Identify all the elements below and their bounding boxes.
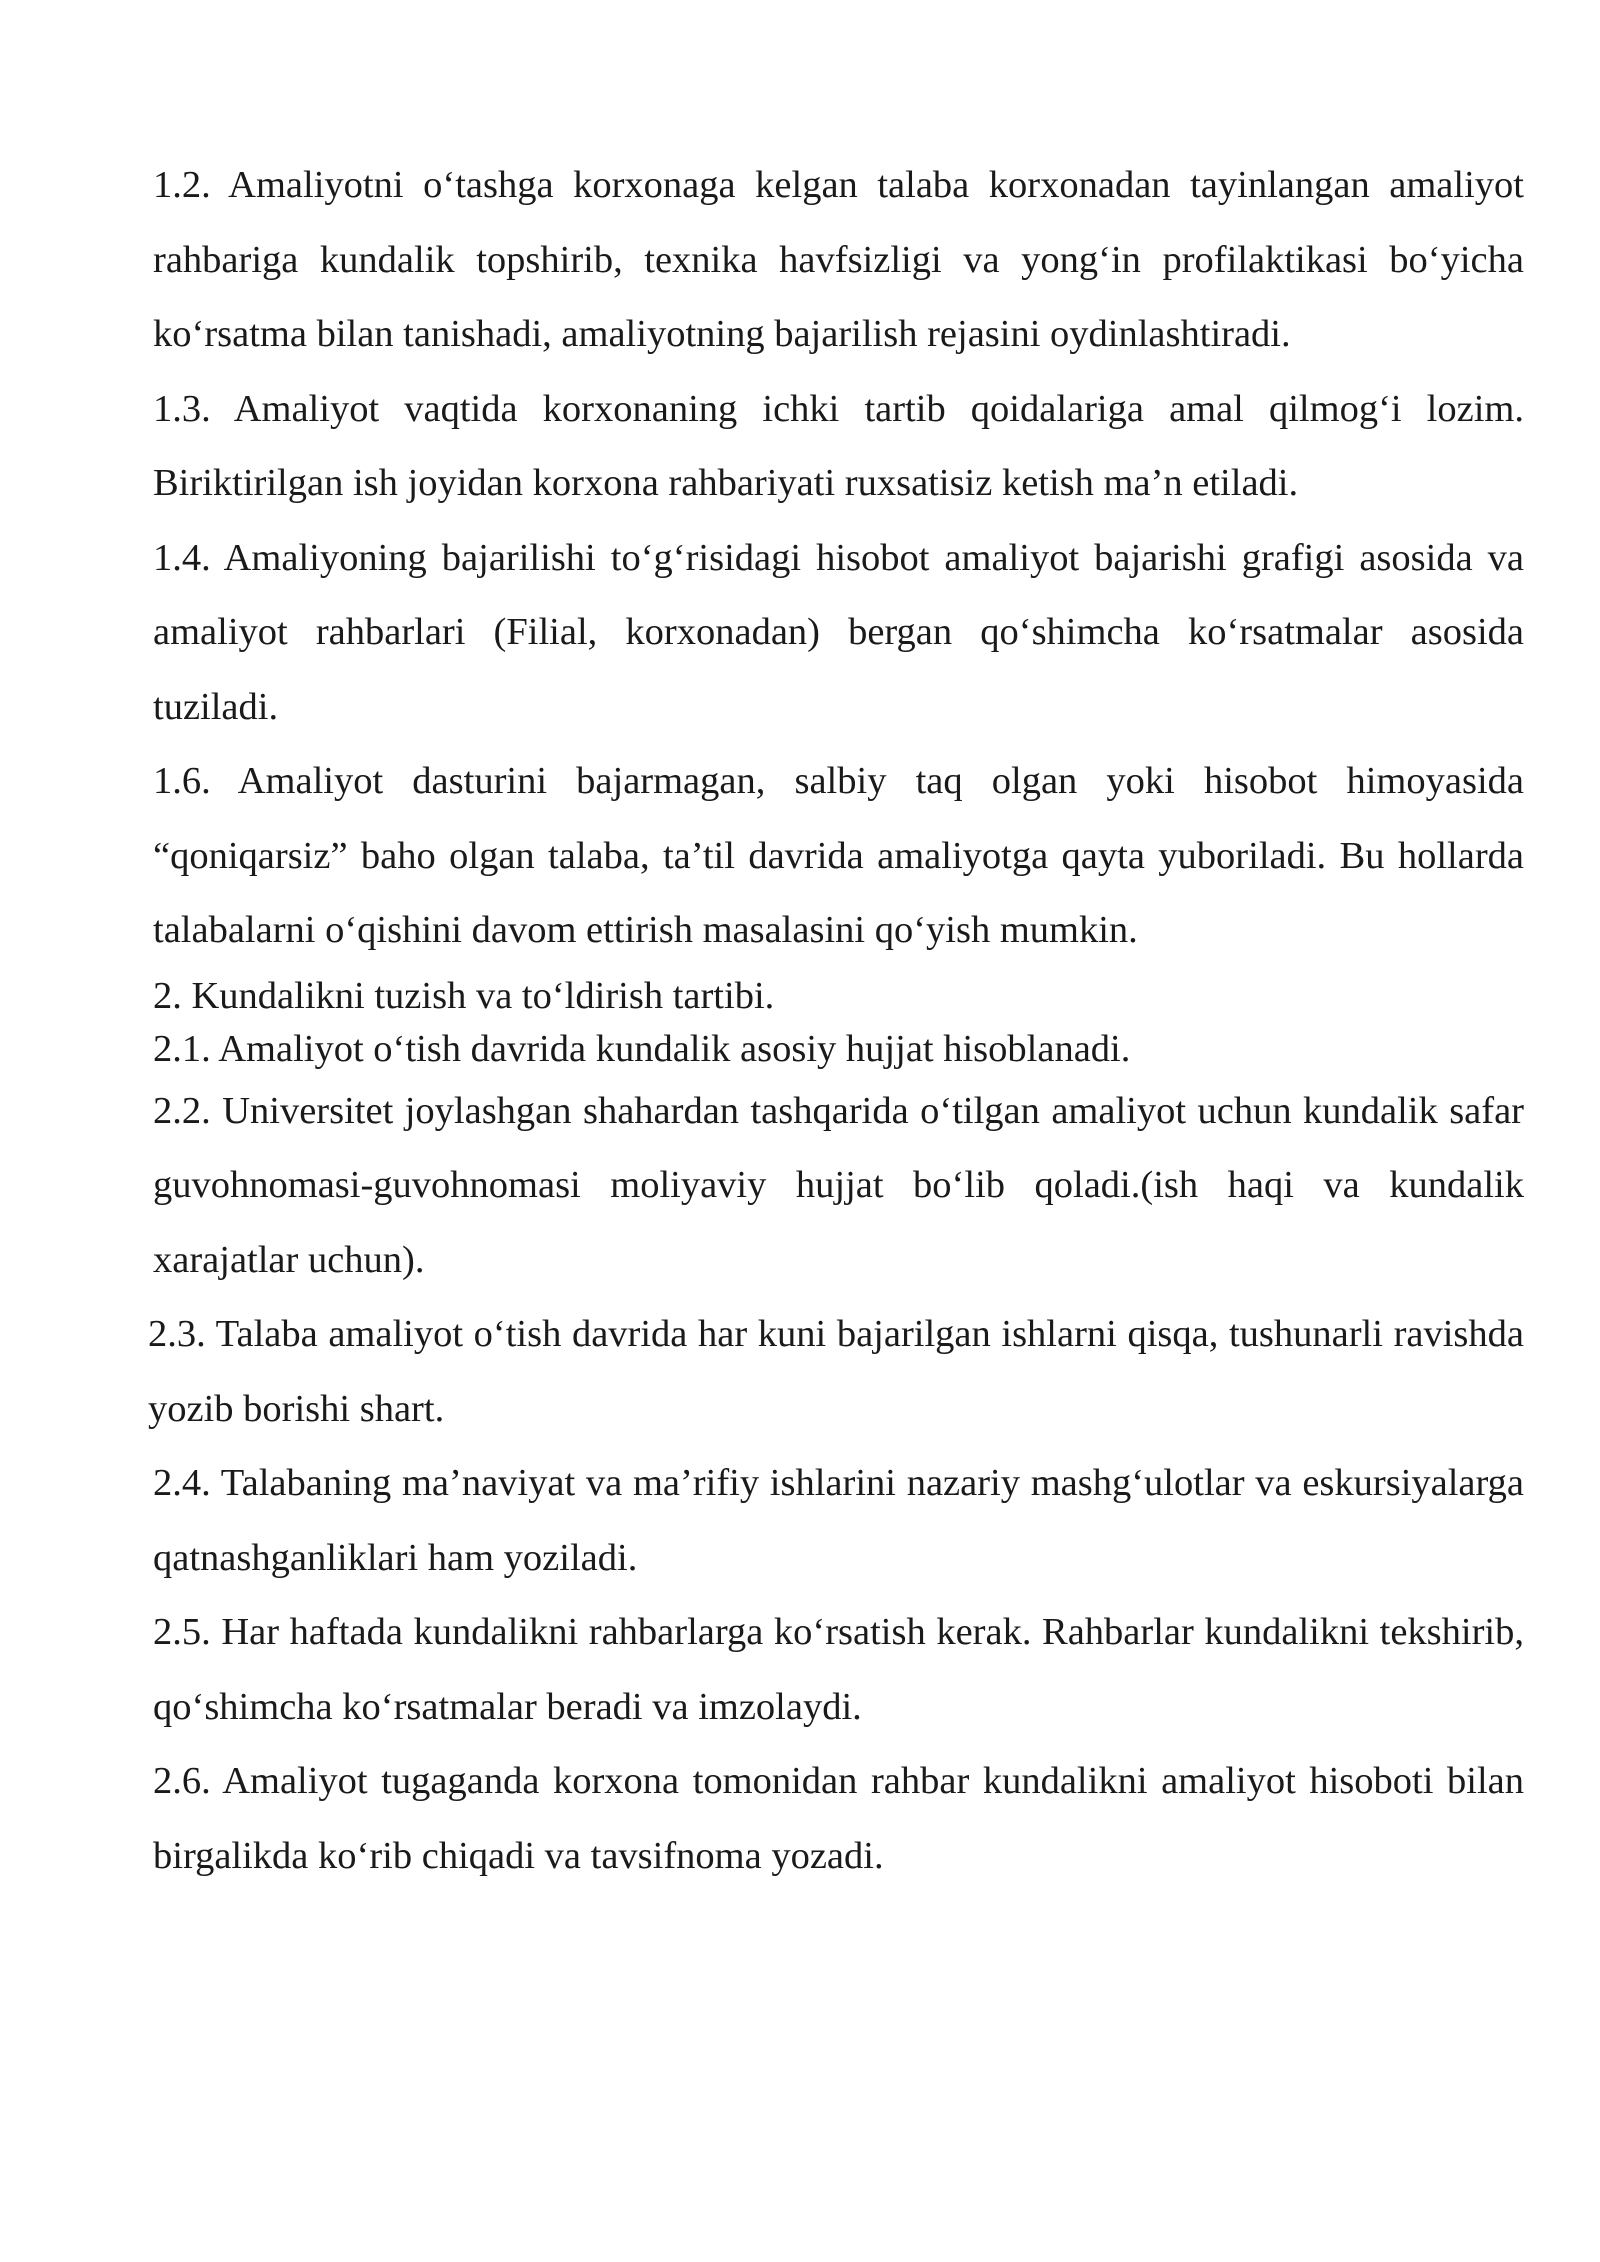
section-heading-2: 2. Kundalikni tuzish va to‘ldirish tartibi. (153, 974, 775, 1017)
paragraph-1-4: 1.4. Amaliyoning bajarilishi to‘g‘risidagi hisobot amaliyot bajarishi grafigi asosida va amaliyot rahbarlari (Filial, korxonadan) bergan qo‘shimcha ko‘rsatmalar asosida tuziladi. (153, 536, 1524, 728)
paragraph-2-6: 2.6. Amaliyot tugaganda korxona tomonidan rahbar kundalikni amaliyot hisoboti bilan birgalikda ko‘rib chiqadi va tavsifnoma yozadi. (153, 1760, 1524, 1877)
paragraph-1-3: 1.3. Amaliyot vaqtida korxonaning ichki tartib qoidalariga amal qilmog‘i lozim. Biriktirilgan ish joyidan korxona rahbariyati ruxsatisiz ketish ma’n etiladi. (153, 387, 1524, 504)
paragraph-2-2: 2.2. Universitet joylashgan shahardan tashqarida o‘tilgan amaliyot uchun kundalik safar guvohnomasi-guvohnomasi moliyaviy hujjat bo‘lib qoladi.(ish haqi va kundalik xarajatlar uchun). (153, 1089, 1524, 1281)
document-body (148, 148, 1524, 1893)
paragraph-1-6: 1.6. Amaliyot dasturini bajarmagan, salbiy taq olgan yoki hisobot himoyasida “qoniqarsiz” baho olgan talaba, ta’til davrida amaliyotga qayta yuboriladi. Bu hollarda talabalarni o‘qishini davom ettirish masalasini qo‘yish mumkin. (153, 760, 1524, 951)
paragraph-2-1: 2.1. Amaliyot o‘tish davrida kundalik asosiy hujjat hisoblanadi. (153, 1027, 1131, 1070)
paragraph-2-4: 2.4. Talabaning ma’naviyat va ma’rifiy ishlarini nazariy mashg‘ulotlar va eskursiyalarga qatnashganliklari ham yoziladi. (153, 1462, 1524, 1579)
paragraph-1-2: 1.2. Amaliyotni o‘tashga korxonaga kelgan talaba korxonadan tayinlangan amaliyot rahbariga kundalik topshirib, texnika havfsizligi va yong‘in profilaktikasi bo‘yicha ko‘rsatma bilan tanishadi, amaliyotning bajarilish rejasini oydinlashtiradi. (153, 164, 1524, 355)
paragraph-2-5: 2.5. Har haftada kundalikni rahbarlarga ko‘rsatish kerak. Rahbarlar kundalikni tekshirib, qo‘shimcha ko‘rsatmalar beradi va imzolaydi. (153, 1611, 1524, 1728)
paragraph-2-3: 2.3. Talaba amaliyot o‘tish davrida har kuni bajarilgan ishlarni qisqa, tushunarli ravishda yozib borishi shart. (148, 1313, 1524, 1430)
